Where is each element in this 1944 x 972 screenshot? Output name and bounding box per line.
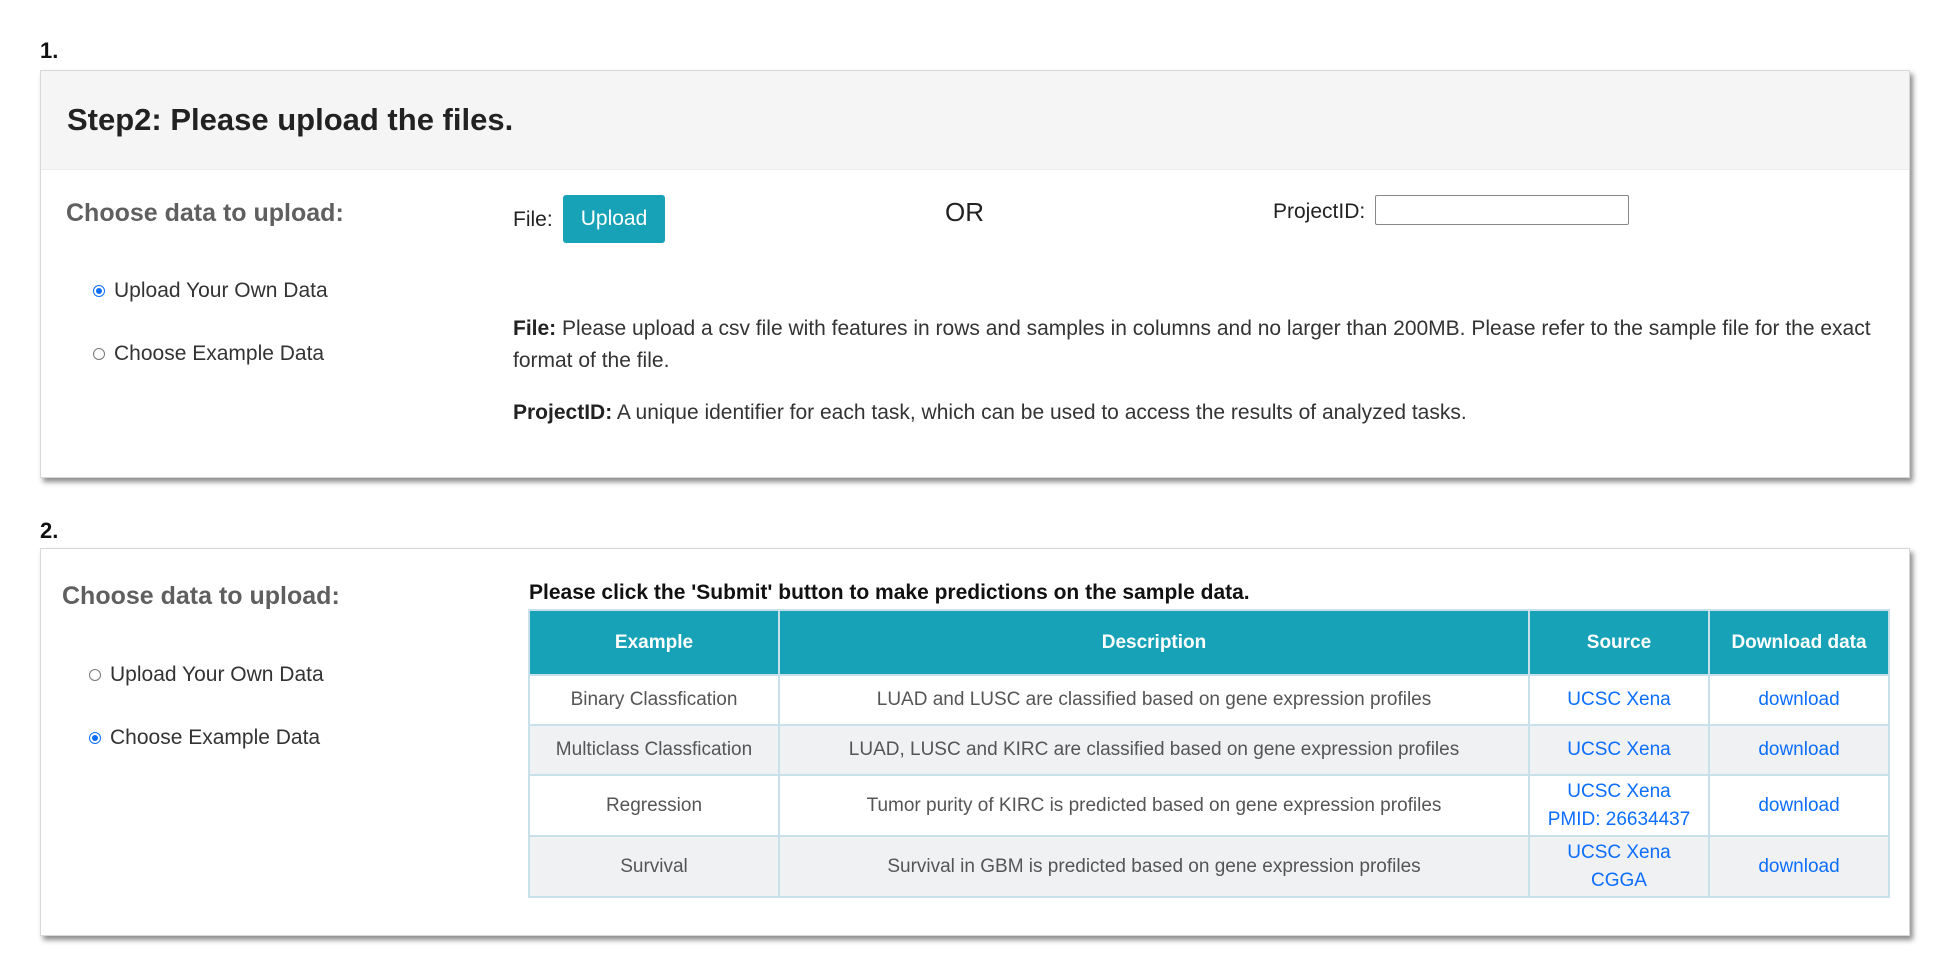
radio-button[interactable] bbox=[89, 669, 101, 681]
download-link[interactable]: download bbox=[1758, 689, 1840, 710]
cell-download bbox=[1709, 725, 1889, 775]
radio-choose-example-data[interactable] bbox=[93, 342, 324, 366]
upload-card bbox=[40, 70, 1910, 478]
download-link[interactable]: download bbox=[1758, 739, 1840, 760]
section-number-1: 1. bbox=[40, 38, 59, 63]
file-help-body: Please upload a csv file with features in rows and samples in columns and no larger than 200MB. Please refer to the sample file for the exact format of the file. bbox=[513, 317, 1871, 372]
project-id-help-label: ProjectID: bbox=[513, 401, 613, 424]
column-header-example: Example bbox=[529, 610, 779, 675]
cell-example: Survival bbox=[529, 836, 779, 897]
cell-source bbox=[1529, 725, 1709, 775]
source-link[interactable]: CGGA bbox=[1591, 869, 1647, 891]
step-header: Step2: Please upload the files. bbox=[41, 71, 1909, 170]
source-link[interactable]: UCSC Xena bbox=[1567, 780, 1671, 802]
cell-source bbox=[1529, 836, 1709, 897]
project-id-help-text bbox=[513, 397, 1923, 429]
radio-button[interactable] bbox=[93, 285, 105, 297]
table-row bbox=[529, 725, 1889, 775]
column-header-description: Description bbox=[779, 610, 1529, 675]
cell-example: Binary Classfication bbox=[529, 675, 779, 725]
column-header-download: Download data bbox=[1709, 610, 1889, 675]
cell-example: Regression bbox=[529, 775, 779, 836]
radio-button[interactable] bbox=[89, 732, 101, 744]
section-number-2: 2. bbox=[40, 518, 59, 543]
table-header-row bbox=[529, 610, 1889, 675]
cell-description: Survival in GBM is predicted based on gene expression profiles bbox=[779, 836, 1529, 897]
column-header-source: Source bbox=[1529, 610, 1709, 675]
download-link[interactable]: download bbox=[1758, 794, 1840, 816]
radio-upload-own-data[interactable] bbox=[89, 663, 324, 687]
table-row bbox=[529, 775, 1889, 836]
cell-source bbox=[1529, 775, 1709, 836]
radio-upload-own-data[interactable] bbox=[93, 279, 328, 303]
upload-button[interactable]: Upload bbox=[563, 195, 665, 243]
radio-button[interactable] bbox=[93, 348, 105, 360]
source-link[interactable]: PMID: 26634437 bbox=[1547, 808, 1691, 830]
example-data-table bbox=[528, 609, 1890, 898]
radio-label: Upload Your Own Data bbox=[110, 663, 324, 686]
or-divider-text: OR bbox=[945, 197, 984, 227]
cell-download bbox=[1709, 675, 1889, 725]
project-id-label: ProjectID: bbox=[1273, 200, 1366, 223]
table-caption: Please click the 'Submit' button to make predictions on the sample data. bbox=[529, 581, 1250, 604]
table-row bbox=[529, 836, 1889, 897]
choose-data-title: Choose data to upload: bbox=[66, 199, 344, 227]
project-id-help-body: A unique identifier for each task, which can be used to access the results of analyzed tasks. bbox=[616, 401, 1467, 424]
choose-data-title: Choose data to upload: bbox=[62, 582, 340, 610]
radio-label: Upload Your Own Data bbox=[114, 279, 328, 302]
file-label: File: bbox=[513, 208, 553, 231]
radio-label: Choose Example Data bbox=[114, 342, 325, 365]
cell-source bbox=[1529, 675, 1709, 725]
cell-download bbox=[1709, 836, 1889, 897]
source-link[interactable]: UCSC Xena bbox=[1567, 739, 1671, 760]
cell-description: LUAD, LUSC and KIRC are classified based on gene expression profiles bbox=[779, 725, 1529, 775]
cell-description: LUAD and LUSC are classified based on gene expression profiles bbox=[779, 675, 1529, 725]
cell-download bbox=[1709, 775, 1889, 836]
example-data-card bbox=[40, 548, 1910, 936]
radio-label: Choose Example Data bbox=[110, 726, 321, 749]
table-row bbox=[529, 675, 1889, 725]
cell-example: Multiclass Classfication bbox=[529, 725, 779, 775]
source-link[interactable]: UCSC Xena bbox=[1567, 841, 1671, 863]
project-id-input[interactable] bbox=[1375, 195, 1629, 225]
file-help-label: File: bbox=[513, 317, 557, 340]
radio-choose-example-data[interactable] bbox=[89, 726, 320, 750]
download-link[interactable]: download bbox=[1758, 855, 1840, 877]
cell-description: Tumor purity of KIRC is predicted based on gene expression profiles bbox=[779, 775, 1529, 836]
source-link[interactable]: UCSC Xena bbox=[1567, 689, 1671, 710]
file-help-text bbox=[513, 313, 1923, 377]
